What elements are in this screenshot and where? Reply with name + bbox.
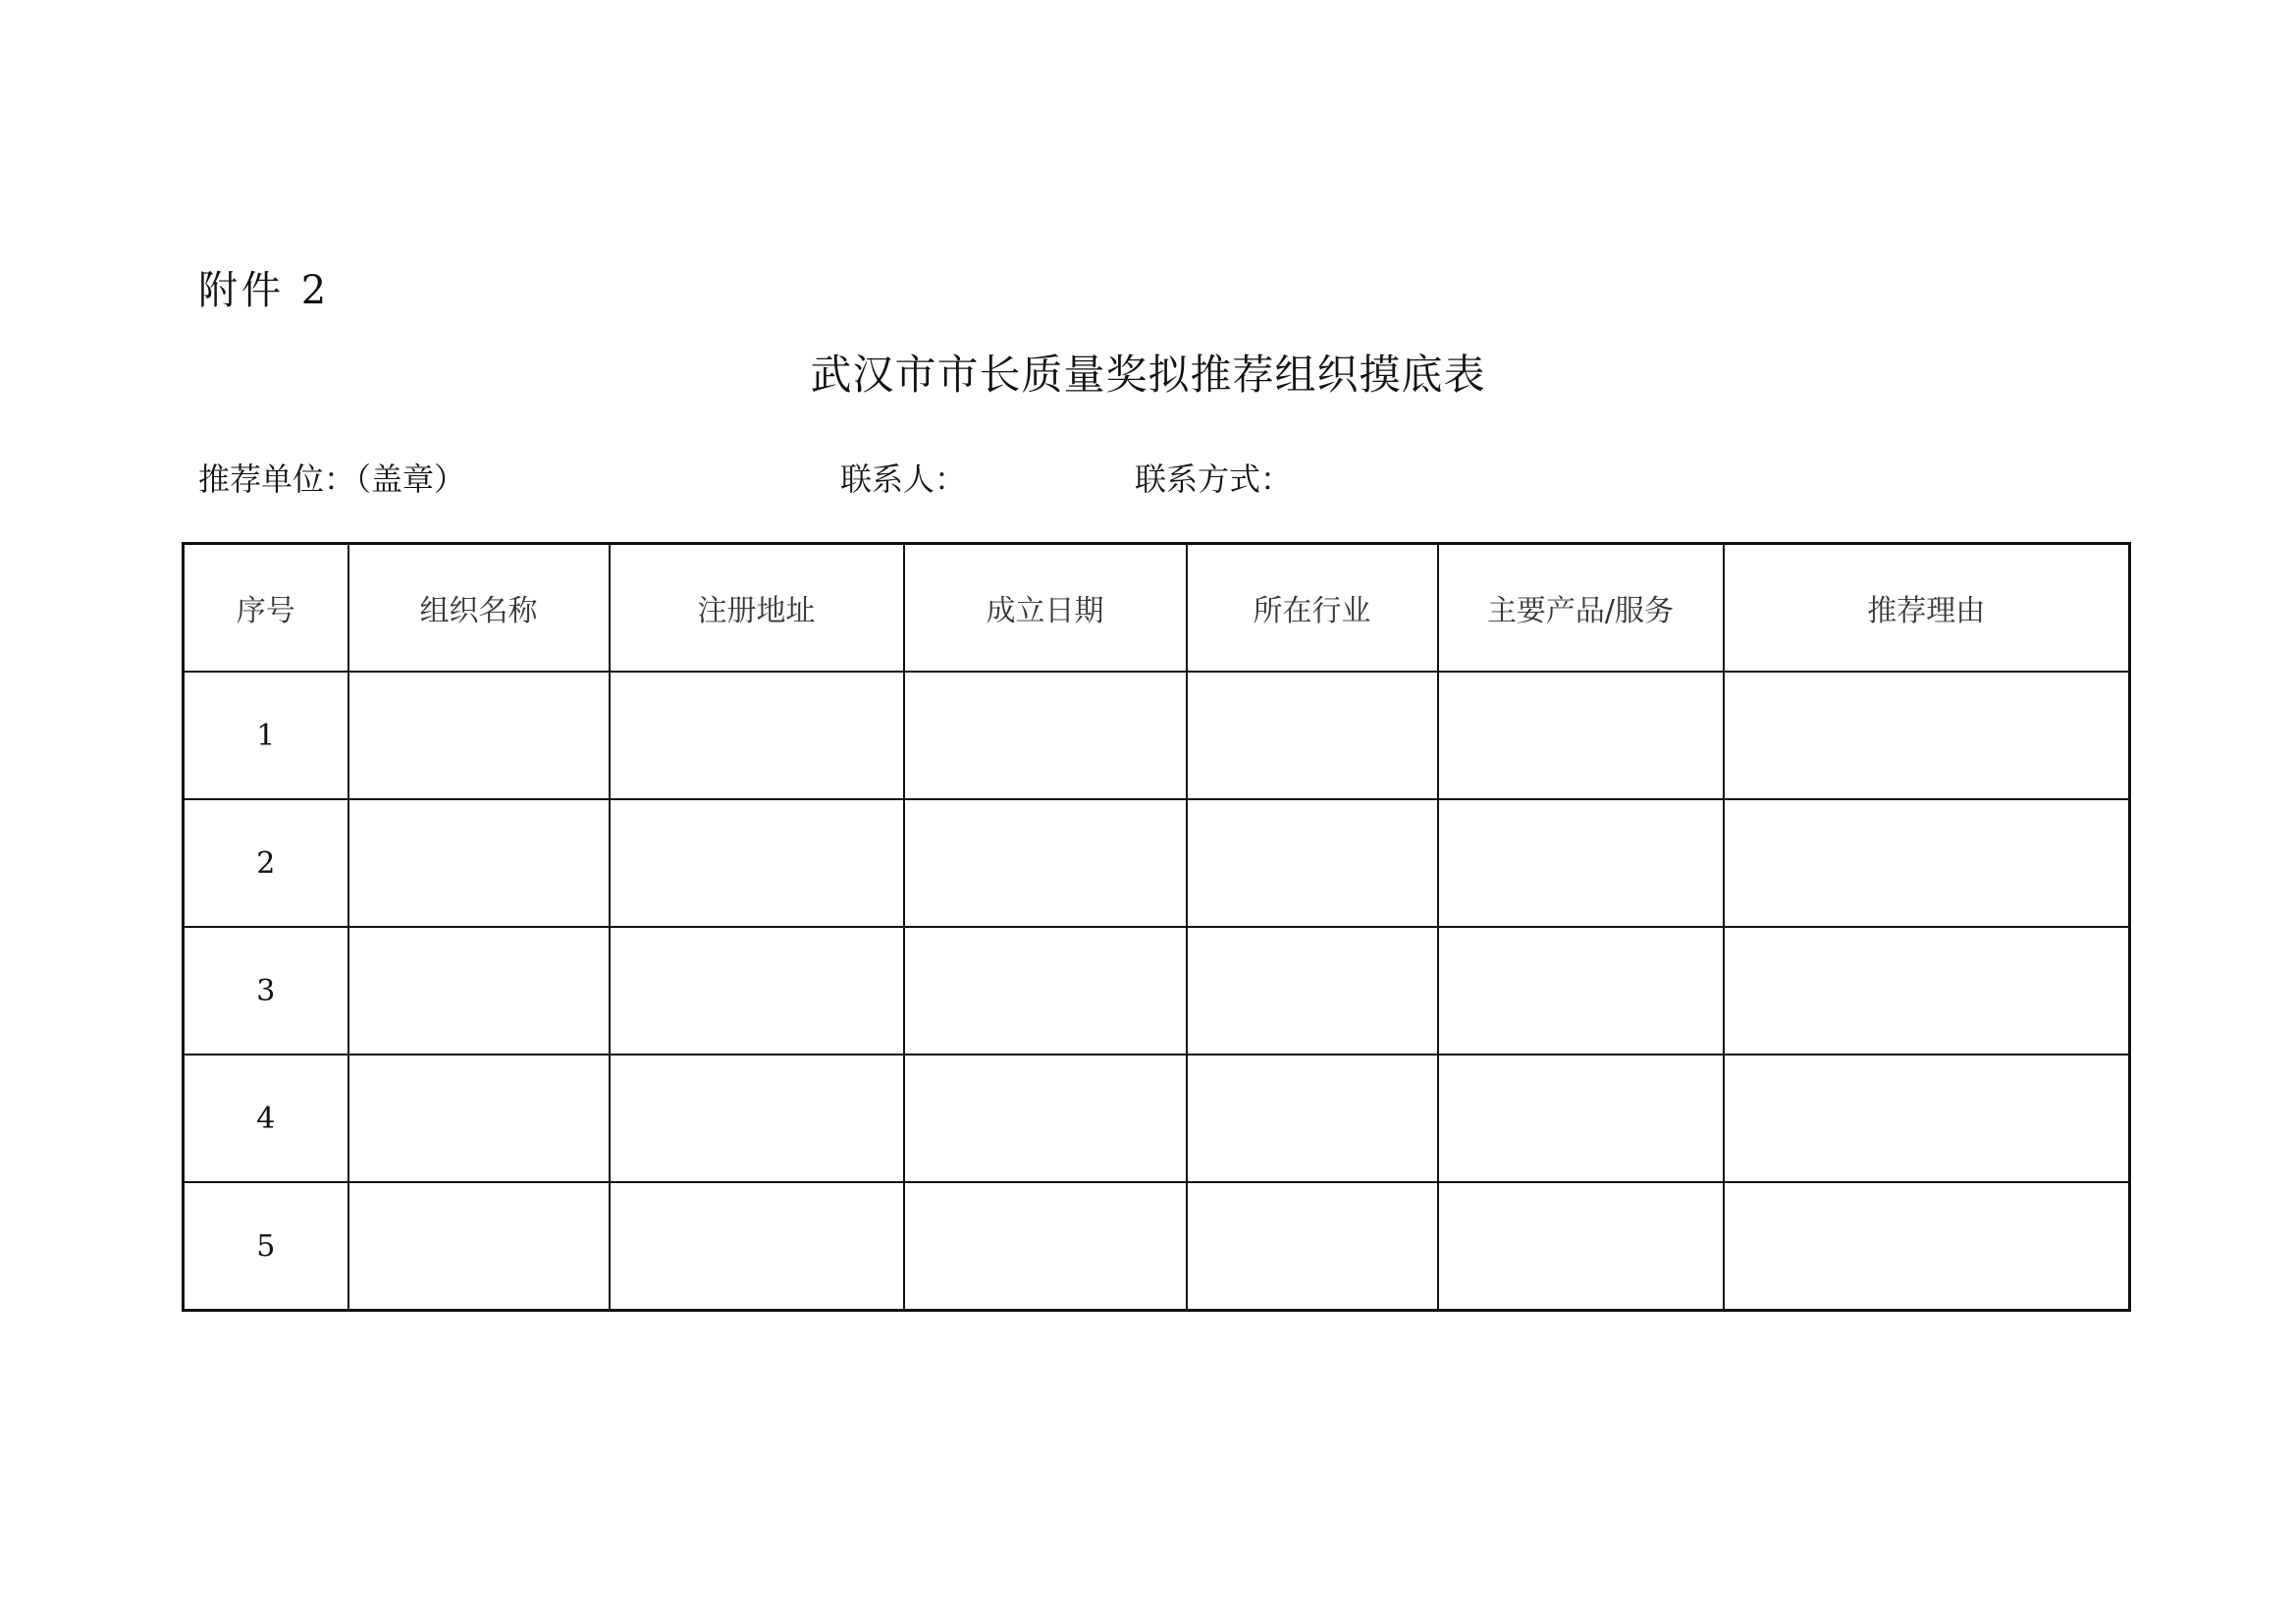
industry-cell[interactable] bbox=[1187, 1182, 1438, 1311]
products-cell[interactable] bbox=[1438, 927, 1724, 1055]
reg-address-cell[interactable] bbox=[610, 672, 904, 799]
table-row bbox=[184, 1182, 2130, 1311]
row-seq: 5 bbox=[184, 1182, 348, 1311]
founded-date-cell[interactable] bbox=[904, 799, 1187, 927]
products-cell[interactable] bbox=[1438, 1182, 1724, 1311]
contact-person-label: 联系人： bbox=[840, 460, 967, 498]
header-products: 主要产品/服务 bbox=[1438, 544, 1724, 673]
row-seq: 4 bbox=[184, 1055, 348, 1182]
industry-cell[interactable] bbox=[1187, 672, 1438, 799]
reg-address-cell[interactable] bbox=[610, 1055, 904, 1182]
industry-cell[interactable] bbox=[1187, 1055, 1438, 1182]
reason-cell[interactable] bbox=[1724, 1055, 2130, 1182]
industry-cell[interactable] bbox=[1187, 927, 1438, 1055]
recommend-unit-label: 推荐单位：（盖章） bbox=[198, 460, 466, 498]
reg-address-cell[interactable] bbox=[610, 799, 904, 927]
table-row bbox=[184, 927, 2130, 1055]
header-industry: 所在行业 bbox=[1187, 544, 1438, 673]
attachment-label: 附件 2 bbox=[198, 268, 331, 313]
org-name-cell[interactable] bbox=[348, 1055, 610, 1182]
header-founded-date: 成立日期 bbox=[904, 544, 1187, 673]
founded-date-cell[interactable] bbox=[904, 927, 1187, 1055]
header-reason: 推荐理由 bbox=[1724, 544, 2130, 673]
founded-date-cell[interactable] bbox=[904, 1055, 1187, 1182]
row-seq: 3 bbox=[184, 927, 348, 1055]
products-cell[interactable] bbox=[1438, 799, 1724, 927]
header-row bbox=[184, 544, 2130, 673]
org-name-cell[interactable] bbox=[348, 1182, 610, 1311]
table-row bbox=[184, 799, 2130, 927]
table-row bbox=[184, 1055, 2130, 1182]
table-row bbox=[184, 672, 2130, 799]
org-name-cell[interactable] bbox=[348, 799, 610, 927]
header-org-name: 组织名称 bbox=[348, 544, 610, 673]
reg-address-cell[interactable] bbox=[610, 1182, 904, 1311]
row-seq: 2 bbox=[184, 799, 348, 927]
reason-cell[interactable] bbox=[1724, 672, 2130, 799]
reason-cell[interactable] bbox=[1724, 799, 2130, 927]
reason-cell[interactable] bbox=[1724, 927, 2130, 1055]
contact-method-label: 联系方式： bbox=[1135, 460, 1293, 498]
header-reg-address: 注册地址 bbox=[610, 544, 904, 673]
org-name-cell[interactable] bbox=[348, 672, 610, 799]
industry-cell[interactable] bbox=[1187, 799, 1438, 927]
reason-cell[interactable] bbox=[1724, 1182, 2130, 1311]
header-seq: 序号 bbox=[184, 544, 348, 673]
survey-table bbox=[182, 542, 2131, 1312]
row-seq: 1 bbox=[184, 672, 348, 799]
org-name-cell[interactable] bbox=[348, 927, 610, 1055]
founded-date-cell[interactable] bbox=[904, 672, 1187, 799]
document-title: 武汉市市长质量奖拟推荐组织摸底表 bbox=[810, 351, 1486, 399]
products-cell[interactable] bbox=[1438, 672, 1724, 799]
products-cell[interactable] bbox=[1438, 1055, 1724, 1182]
founded-date-cell[interactable] bbox=[904, 1182, 1187, 1311]
reg-address-cell[interactable] bbox=[610, 927, 904, 1055]
